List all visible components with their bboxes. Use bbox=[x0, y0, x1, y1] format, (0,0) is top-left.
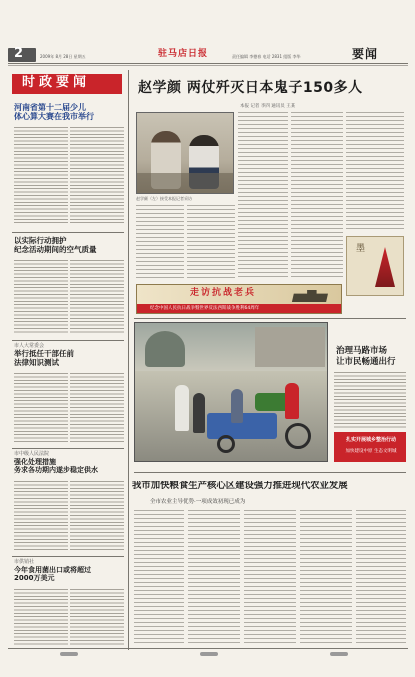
right-headline: 治理马路市场 让市民畅通出行 bbox=[336, 346, 396, 368]
sidebar-headline-4: 强化处理措施 务求各功期内遂步稳定供水 bbox=[14, 458, 98, 475]
sidebar-text-3 bbox=[14, 373, 68, 443]
bottom-subheadline: 全市农业主导优势·一项成效初现已成为 bbox=[150, 499, 246, 505]
right-banner-line1: 扎实开展城乡整治行动 bbox=[345, 437, 396, 443]
right-text bbox=[334, 372, 406, 430]
sidebar-text-2b bbox=[70, 260, 124, 335]
sidebar-text-5 bbox=[14, 589, 68, 645]
lead-byline: 本报 记者 李四 通讯员 王某 bbox=[240, 104, 296, 109]
calligraphy-ad: 墨 bbox=[346, 236, 404, 296]
lead-text-col-5 bbox=[346, 112, 404, 232]
sidebar-text-4b bbox=[70, 481, 124, 551]
right-banner-line2: 加快建设中原 生态文明城 bbox=[345, 449, 397, 454]
paper-name: 驻马店日报 bbox=[158, 49, 209, 59]
sidebar-column-title: 时政要闻 bbox=[22, 75, 91, 90]
column-divider bbox=[128, 70, 129, 650]
editor-line: 责任编辑 李德春 电话 2831 组版 李华 bbox=[232, 54, 301, 59]
sidebar-text-4 bbox=[14, 481, 68, 551]
sidebar-headline-3: 举行抵任干部任前 法律知识测试 bbox=[14, 349, 74, 367]
footer-ornament bbox=[200, 652, 218, 656]
masthead-rule bbox=[8, 63, 408, 64]
date-line: 2009年 8月 28日 星期五 bbox=[40, 54, 86, 59]
banner-title: 走访抗战老兵 bbox=[190, 288, 257, 298]
bottom-text-col-3 bbox=[244, 510, 296, 644]
person-white bbox=[175, 385, 189, 431]
lead-text-col-3 bbox=[238, 112, 288, 280]
sidebar-text-2 bbox=[14, 260, 68, 335]
bottom-text-col-1 bbox=[134, 510, 184, 644]
bottom-text-col-4 bbox=[300, 510, 352, 644]
sidebar-kicker-5: 市供销社 bbox=[14, 559, 35, 565]
sidebar-kicker-3: 市人大常委会 bbox=[14, 343, 45, 349]
bottom-text-col-5 bbox=[356, 510, 406, 644]
masthead-rule-thin bbox=[8, 65, 408, 66]
divider bbox=[134, 472, 406, 473]
divider bbox=[134, 318, 406, 319]
sidebar-kicker-4: 市中级人民法院 bbox=[14, 451, 50, 457]
divider bbox=[12, 448, 124, 449]
lead-photo bbox=[136, 112, 234, 194]
lead-photo-caption: 赵学颜（左）接受本报记者采访 bbox=[136, 196, 192, 201]
section-title: 要闻 bbox=[352, 47, 379, 61]
banner-subtitle: 纪念中国人民抗日战争暨世界反法西斯战争胜利64周年 bbox=[150, 306, 260, 311]
lead-text-col-1 bbox=[136, 205, 184, 280]
lead-text-col-4 bbox=[291, 112, 343, 280]
sidebar-text-1 bbox=[14, 127, 68, 225]
sidebar-text-3b bbox=[70, 373, 124, 443]
footer-rule bbox=[8, 648, 408, 649]
sidebar-text-5b bbox=[70, 589, 124, 645]
divider bbox=[12, 340, 124, 341]
sidebar-text-1b bbox=[70, 127, 124, 225]
page-number: 2 bbox=[14, 46, 24, 61]
footer-ornament bbox=[330, 652, 348, 656]
divider bbox=[12, 232, 124, 233]
divider bbox=[12, 556, 124, 557]
person-red bbox=[285, 383, 299, 419]
street-photo bbox=[134, 322, 328, 462]
lead-text-col-2 bbox=[187, 205, 235, 280]
sidebar-headline-5: 今年食用菌出口或将超过 2000万美元 bbox=[14, 566, 91, 583]
lead-headline: 赵学颜 两仗歼灭日本鬼子150多人 bbox=[138, 80, 363, 96]
sidebar-headline-2: 以实际行动拥护 纪念活动期间的空气质量 bbox=[14, 236, 97, 254]
bottom-text-col-2 bbox=[188, 510, 240, 644]
footer-ornament bbox=[60, 652, 78, 656]
bottom-headline: 我市加快粮食生产核心区建设强力推进现代农业发展 bbox=[132, 481, 348, 491]
sidebar-headline-1: 河南省第十二届少儿 体心算大赛在我市举行 bbox=[14, 103, 94, 122]
